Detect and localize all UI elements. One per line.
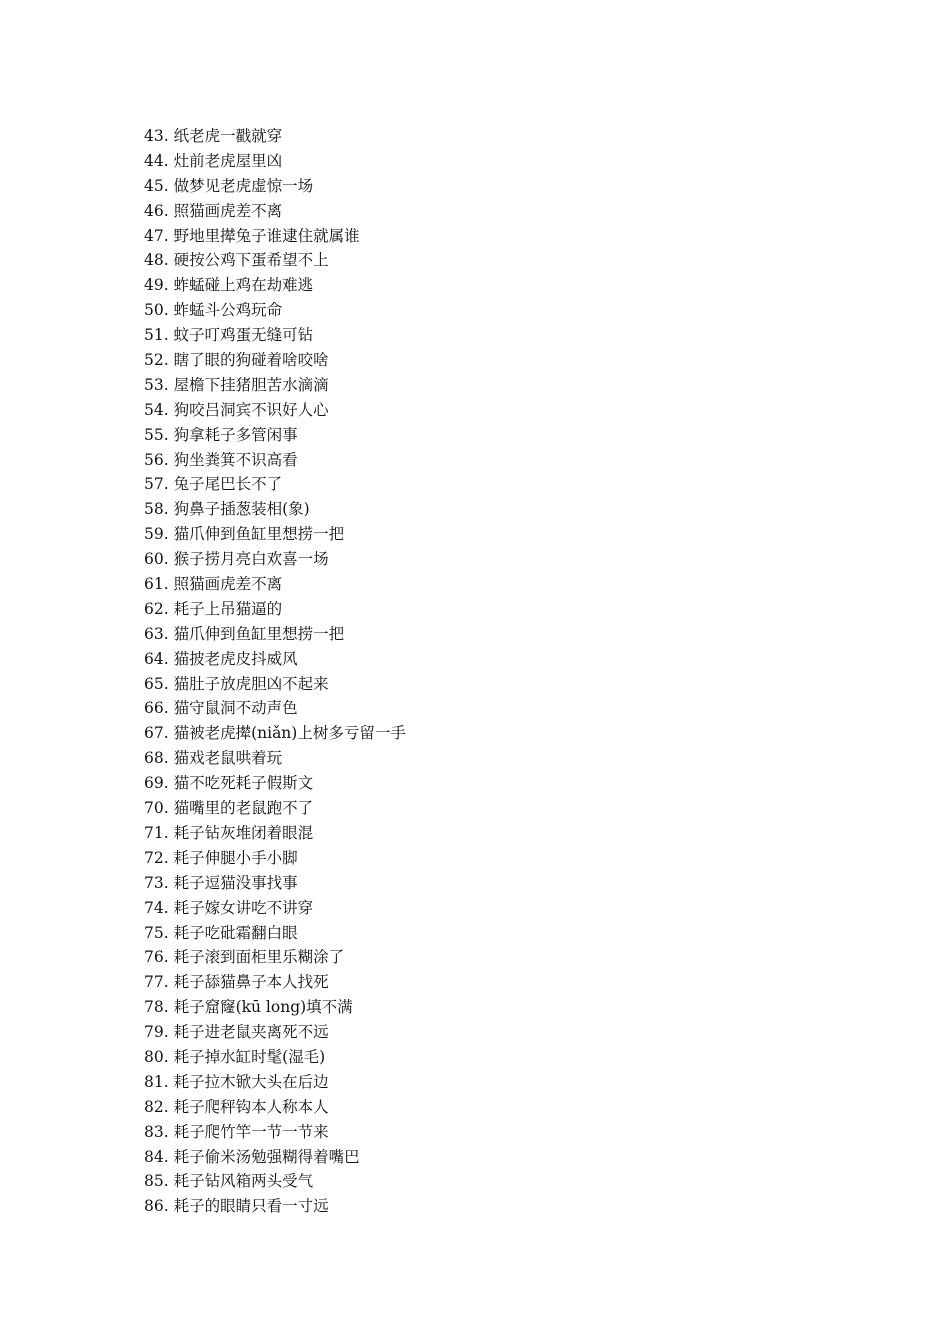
list-item: 73. 耗子逗猫没事找事 bbox=[144, 873, 298, 892]
list-item: 67. 猫被老虎撵(niǎn)上树多亏留一手 bbox=[144, 724, 406, 743]
list-item: 51. 蚊子叮鸡蛋无缝可钻 bbox=[144, 326, 314, 345]
list-item: 68. 猫戏老鼠哄着玩 bbox=[144, 749, 283, 768]
list-item: 49. 蚱蜢碰上鸡在劫难逃 bbox=[144, 276, 314, 295]
list-item: 53. 屋檐下挂猪胆苦水滴滴 bbox=[144, 375, 329, 394]
list-item: 56. 狗坐粪箕不识高看 bbox=[144, 450, 298, 469]
proverb-list bbox=[144, 124, 406, 1219]
list-item: 60. 猴子捞月亮白欢喜一场 bbox=[144, 550, 329, 569]
list-item: 66. 猫守鼠洞不动声色 bbox=[144, 699, 298, 718]
list-item: 64. 猫披老虎皮抖威风 bbox=[144, 649, 298, 668]
list-item: 43. 纸老虎一戳就穿 bbox=[144, 127, 283, 145]
list-item: 82. 耗子爬秤钩本人称本人 bbox=[144, 1097, 329, 1116]
list-item: 47. 野地里撵兔子谁逮住就属谁 bbox=[144, 226, 360, 245]
list-item: 69. 猫不吃死耗子假斯文 bbox=[144, 774, 314, 793]
list-item: 75. 耗子吃砒霜翻白眼 bbox=[144, 923, 298, 942]
list-item: 48. 硬按公鸡下蛋希望不上 bbox=[144, 251, 329, 270]
list-item: 62. 耗子上吊猫逼的 bbox=[144, 599, 283, 618]
list-item: 71. 耗子钻灰堆闭着眼混 bbox=[144, 823, 314, 842]
list-item: 81. 耗子拉木锨大头在后边 bbox=[144, 1072, 329, 1091]
list-item: 50. 蚱蜢斗公鸡玩命 bbox=[144, 301, 283, 320]
list-item: 61. 照猫画虎差不离 bbox=[144, 575, 283, 594]
list-item: 45. 做梦见老虎虚惊一场 bbox=[144, 176, 314, 195]
list-item: 77. 耗子舔猫鼻子本人找死 bbox=[144, 973, 329, 992]
list-item: 59. 猫爪伸到鱼缸里想捞一把 bbox=[144, 525, 345, 544]
list-item: 54. 狗咬吕洞宾不识好人心 bbox=[144, 400, 329, 419]
list-item: 58. 狗鼻子插葱装相(象) bbox=[144, 500, 310, 519]
list-item: 80. 耗子掉水缸时髦(湿毛) bbox=[144, 1047, 326, 1066]
list-item: 46. 照猫画虎差不离 bbox=[144, 201, 283, 220]
list-item: 74. 耗子嫁女讲吃不讲穿 bbox=[144, 898, 314, 917]
list-item: 85. 耗子钻风箱两头受气 bbox=[144, 1172, 314, 1191]
list-item: 52. 瞎了眼的狗碰着啥咬啥 bbox=[144, 351, 329, 370]
list-item: 63. 猫爪伸到鱼缸里想捞一把 bbox=[144, 624, 345, 643]
list-item: 55. 狗拿耗子多管闲事 bbox=[144, 425, 298, 444]
list-item: 76. 耗子滚到面柜里乐糊涂了 bbox=[144, 948, 345, 967]
list-item: 79. 耗子进老鼠夹离死不远 bbox=[144, 1023, 329, 1042]
list-item: 86. 耗子的眼睛只看一寸远 bbox=[144, 1197, 329, 1216]
list-item: 70. 猫嘴里的老鼠跑不了 bbox=[144, 799, 314, 818]
list-item: 78. 耗子窟窿(kū long)填不满 bbox=[144, 998, 353, 1017]
list-item: 57. 兔子尾巴长不了 bbox=[144, 475, 283, 494]
list-item: 72. 耗子伸腿小手小脚 bbox=[144, 848, 298, 867]
list-item: 83. 耗子爬竹竿一节一节来 bbox=[144, 1122, 329, 1141]
list-item: 84. 耗子偷米汤勉强糊得着嘴巴 bbox=[144, 1147, 360, 1166]
list-item: 44. 灶前老虎屋里凶 bbox=[144, 151, 283, 170]
list-item: 65. 猫肚子放虎胆凶不起来 bbox=[144, 674, 329, 693]
